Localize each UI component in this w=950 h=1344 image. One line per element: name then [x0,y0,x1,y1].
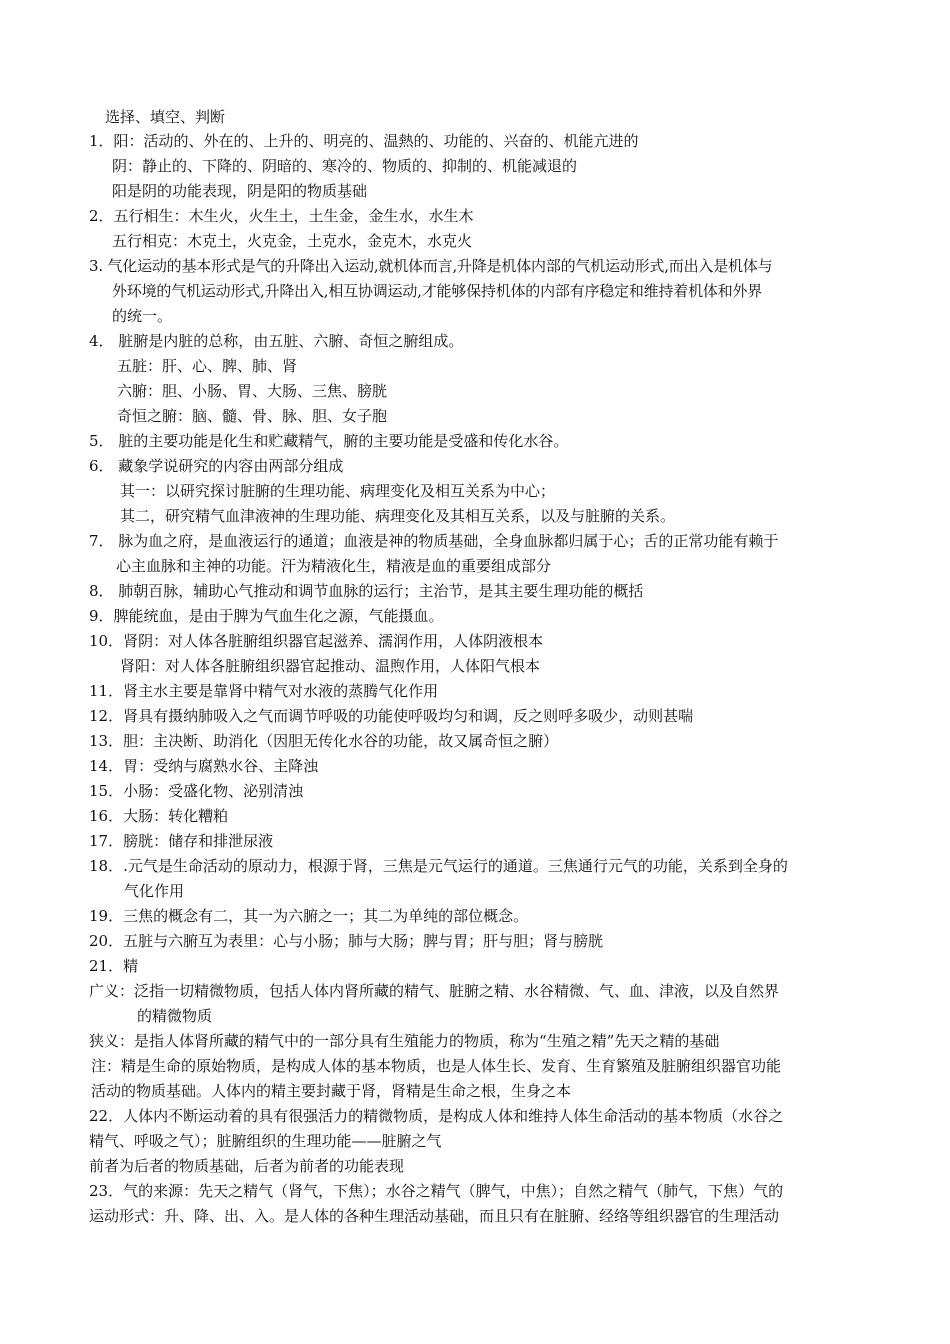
item-16-line-1: 16．大肠：转化糟粕 [89,807,229,825]
item-4-line-2: 五脏：肝、心、脾、肺、肾 [117,357,298,375]
item-23-line-2: 运动形式：升、降、出、入。是人体的各种生理活动基础，而且只有在脏腑、经络等组织器官的生理活动 [89,1207,780,1225]
item-7-line-1: 7． 脉为血之府，是血液运行的通道；血液是神的物质基础，全身血脉都归属于心；舌的正常功能有赖于 [89,532,779,550]
item-18-line-1: 18．.元气是生命活动的原动力，根源于肾，三焦是元气运行的通道。三焦通行元气的功能，关系到全身的 [89,857,788,875]
item-21-line-1: 21．精 [89,957,139,975]
item-4-line-4: 奇恒之腑：脑、髓、骨、脉、胆、女子胞 [117,407,388,425]
item-8-line-1: 8． 肺朝百脉，辅助心气推动和调节血脉的运行；主治节，是其主要生理功能的概括 [89,582,644,600]
section-heading: 选择、填空、判断 [105,108,226,126]
item-22-line-2: 精气、呼吸之气）；脏腑组织的生理功能——脏腑之气 [89,1132,442,1150]
item-21-note-line-2: 活动的物质基础。人体内的精主要封藏于肾，肾精是生命之根，生身之本 [91,1082,572,1100]
item-18-line-2: 气化作用 [124,882,185,900]
item-1-line-3: 阳是阴的功能表现，阴是阳的物质基础 [112,182,368,200]
item-6-line-2: 其一：以研究探讨脏腑的生理功能、病理变化及相互关系为中心； [120,482,556,500]
item-1-line-2: 阴：静止的、下降的、阴暗的、寒冷的、物质的、抑制的、机能减退的 [112,157,578,175]
item-10-line-1: 10．肾阴：对人体各脏腑组织器官起滋养、濡润作用，人体阴液根本 [89,632,544,650]
item-23-line-1: 23．气的来源：先天之精气（肾气，下焦）；水谷之精气（脾气，中焦）；自然之精气（肺气，下焦）气的 [89,1182,784,1200]
item-2-line-1: 2．五行相生：木生火，火生土，土生金，金生水，水生木 [89,207,474,225]
item-21-note-line-1: 注：精是生命的原始物质，是构成人体的基本物质，也是人体生长、发育、生育繁殖及脏腑组织器官功能 [91,1057,782,1075]
item-7-line-2: 心主血脉和主神的功能。汗为精液化生，精液是血的重要组成部分 [116,557,552,575]
item-11-line-1: 11．肾主水主要是靠肾中精气对水液的蒸腾气化作用 [89,682,439,700]
item-17-line-1: 17．膀胱：储存和排泄尿液 [89,832,274,850]
item-9-line-1: 9．脾能统血，是由于脾为气血生化之源，气能摄血。 [89,607,444,625]
item-19-line-1: 19．三焦的概念有二，其一为六腑之一；其二为单纯的部位概念。 [89,907,529,925]
item-6-line-3: 其二，研究精气血津液神的生理功能、病理变化及其相互关系，以及与脏腑的关系。 [120,507,676,525]
item-22-line-1: 22．人体内不断运动着的具有很强活力的精微物质，是构成人体和维持人体生命活动的基本物质（水谷之 [89,1107,784,1125]
item-4-line-1: 4． 脏腑是内脏的总称，由五脏、六腑、奇恒之腑组成。 [89,332,464,350]
item-1-line-1: 1．阳：活动的、外在的、上升的、明亮的、温熱的、功能的、兴奋的、机能亢进的 [89,132,639,150]
item-3-line-3: 的统一。 [112,307,173,325]
item-3-line-1: 3. 气化运动的基本形式是气的升降出入运动,就机体而言,升降是机体内部的气机运动形式,而出入是机体与 [89,257,773,275]
item-10-line-2: 肾阳：对人体各脏腑组织器官起推动、温煦作用，人体阳气根本 [120,657,541,675]
item-2-line-2: 五行相克：木克土，火克金，土克水，金克木，水克火 [112,232,473,250]
item-21-narrow-line-1: 狭义：是指人体肾所藏的精气中的一部分具有生殖能力的物质，称为“生殖之精”先天之精的基础 [89,1032,720,1050]
item-5-line-1: 5． 脏的主要功能是化生和贮藏精气，腑的主要功能是受盛和传化水谷。 [89,432,569,450]
item-14-line-1: 14．胃：受纳与腐熟水谷、主降浊 [89,757,319,775]
item-6-line-1: 6． 藏象学说研究的内容由两部分组成 [89,457,344,475]
item-12-line-1: 12．肾具有摄纳肺吸入之气而调节呼吸的功能使呼吸均匀和调，反之则呼多吸少，动则甚喘 [89,707,694,725]
item-22-line-3: 前者为后者的物质基础，后者为前者的功能表现 [89,1157,405,1175]
item-20-line-1: 20．五脏与六腑互为表里：心与小肠；肺与大肠；脾与胃；肝与胆；肾与膀胱 [89,932,604,950]
item-15-line-1: 15．小肠：受盛化物、泌别清浊 [89,782,304,800]
item-21-broad-line-2: 的精微物质 [137,1007,213,1025]
item-4-line-3: 六腑：胆、小肠、胃、大肠、三焦、膀胱 [117,382,388,400]
item-3-line-2: 外环境的气机运动形式,升降出入,相互协调运动,才能够保持机体的内部有序稳定和维持着机体和外界 [112,282,763,300]
item-13-line-1: 13．胆：主决断、助消化（因胆无传化水谷的功能，故又属奇恒之腑） [89,732,559,750]
item-21-broad-line-1: 广义：泛指一切精微物质，包括人体内肾所藏的精气、脏腑之精、水谷精微、气、血、津液，以及自然界 [89,982,780,1000]
